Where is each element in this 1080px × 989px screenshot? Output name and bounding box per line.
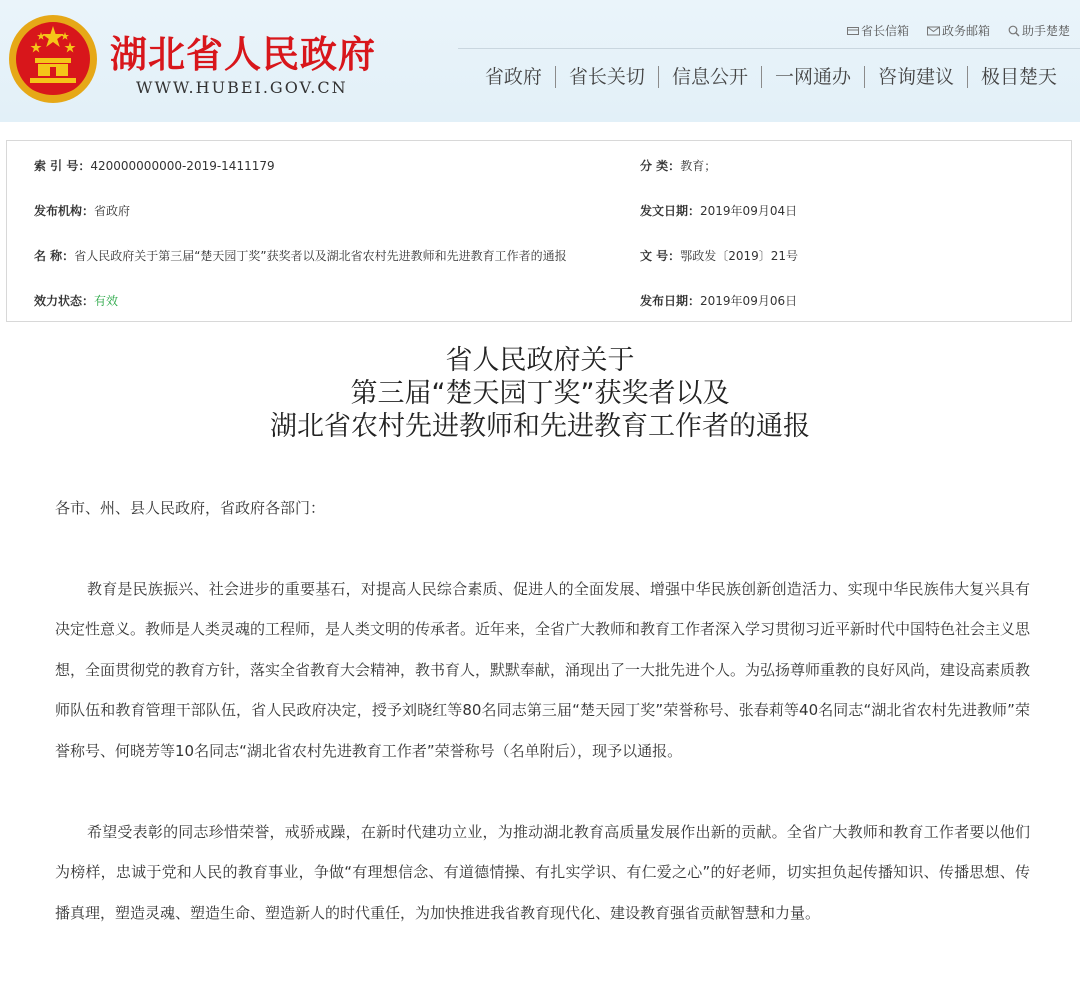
nav-item-consult-suggest[interactable]: 咨询建议 xyxy=(877,66,954,88)
national-emblem-icon[interactable] xyxy=(8,12,98,106)
issue-date-label: 发文日期： xyxy=(640,204,701,218)
doc-number-value: 鄂政发〔2019〕21号 xyxy=(680,249,798,263)
main-nav xyxy=(472,62,1070,92)
nav-item-info-disclosure[interactable]: 信息公开 xyxy=(671,66,748,88)
index-number-label: 索 引 号： xyxy=(34,159,91,173)
mailbox-icon xyxy=(847,26,859,36)
publish-date-value: 2019年09月06日 xyxy=(700,294,798,308)
governor-mailbox-link[interactable] xyxy=(847,22,909,39)
document-metadata-table xyxy=(6,140,1072,322)
search-icon xyxy=(1008,25,1020,37)
doc-name-value: 省人民政府关于第三届“楚天园丁奖”获奖者以及湖北省农村先进教师和先进教育工作者的通报 xyxy=(74,249,567,263)
nav-item-provincial-gov[interactable]: 省政府 xyxy=(484,66,542,88)
salutation: 各市、州、县人民政府，省政府各部门： xyxy=(55,499,326,517)
meta-row xyxy=(7,292,1071,312)
issue-date-value: 2019年09月04日 xyxy=(700,204,798,218)
category-value: 教育； xyxy=(680,159,717,173)
title-line: 湖北省农村先进教师和先进教育工作者的通报 xyxy=(270,411,810,442)
utility-links xyxy=(847,22,1070,39)
body-paragraph: 教育是民族振兴、社会进步的重要基石，对提高人民综合素质、促进人的全面发展、增强中华民族创新创造活力、实现中华民族伟大复兴具有决定性意义。教师是人类灵魂的工程师，是人类文明的传承者。近年来，全省广大教师和教育工作者深入学习贯彻习近平新时代中国特色社会主义思想，全面贯彻党的教育方针，落实全省教育大会精神，教书育人，默默奉献，涌现出了一大批先进个人。为弘扬尊师重教的良好风尚，建设高素质教师队伍和教育管理干部队伍，省人民政府决定，授予刘晓红等80名同志第三届“楚天园丁奖”荣誉称号、张春莉等40名同志“湖北省农村先进教师”荣誉称号、何晓芳等10名同志“湖北省农村先进教育工作者”荣誉称号（名单附后），现予以通报。 xyxy=(55,579,1031,760)
nav-item-jimu-chutian[interactable]: 极目楚天 xyxy=(980,66,1057,88)
doc-name-label: 名 称： xyxy=(34,249,75,263)
envelope-icon xyxy=(927,26,940,36)
title-line: 第三届“楚天园丁奖”获奖者以及 xyxy=(350,378,730,409)
publisher-value: 省政府 xyxy=(94,204,131,218)
body-paragraph: 希望受表彰的同志珍惜荣誉，戒骄戒躁，在新时代建功立业，为推动湖北教育高质量发展作出新的贡献。全省广大教师和教育工作者要以他们为榜样，忠诚于党和人民的教育事业，争做“有理想信念、有道德情操、有扎实学识、有仁爱之心”的好老师，切实担负起传播知识、传播思想、传播真理，塑造灵魂、塑造生命、塑造新人的时代重任，为加快推进我省教育现代化、建设教育强省贡献智慧和力量。 xyxy=(55,822,1030,922)
meta-row xyxy=(7,157,1071,177)
header-divider xyxy=(458,48,1080,49)
publish-date-label: 发布日期： xyxy=(640,294,701,308)
title-line: 省人民政府关于 xyxy=(445,345,635,376)
meta-row xyxy=(7,247,1071,267)
gov-email-label: 政务邮箱 xyxy=(941,24,990,38)
gov-email-link[interactable] xyxy=(927,22,990,39)
nav-item-one-stop-service[interactable]: 一网通办 xyxy=(774,66,851,88)
assistant-chuchu-link[interactable] xyxy=(1008,22,1070,39)
validity-status-label: 效力状态： xyxy=(34,294,95,308)
category-label: 分 类： xyxy=(640,159,681,173)
document-title xyxy=(0,344,1080,443)
assistant-chuchu-label: 助手楚楚 xyxy=(1021,24,1070,38)
validity-status-value: 有效 xyxy=(94,294,119,308)
site-title[interactable]: 湖北省人民政府 xyxy=(110,33,376,76)
governor-mailbox-label: 省长信箱 xyxy=(860,24,909,38)
site-header xyxy=(0,0,1080,122)
index-number-value: 420000000000-2019-1411179 xyxy=(90,159,275,173)
nav-item-governor-concern[interactable]: 省长关切 xyxy=(568,66,645,88)
document-body xyxy=(55,488,1030,933)
site-url: WWW.HUBEI.GOV.CN xyxy=(136,78,348,97)
doc-number-label: 文 号： xyxy=(640,249,681,263)
publisher-label: 发布机构： xyxy=(34,204,95,218)
meta-row xyxy=(7,202,1071,222)
